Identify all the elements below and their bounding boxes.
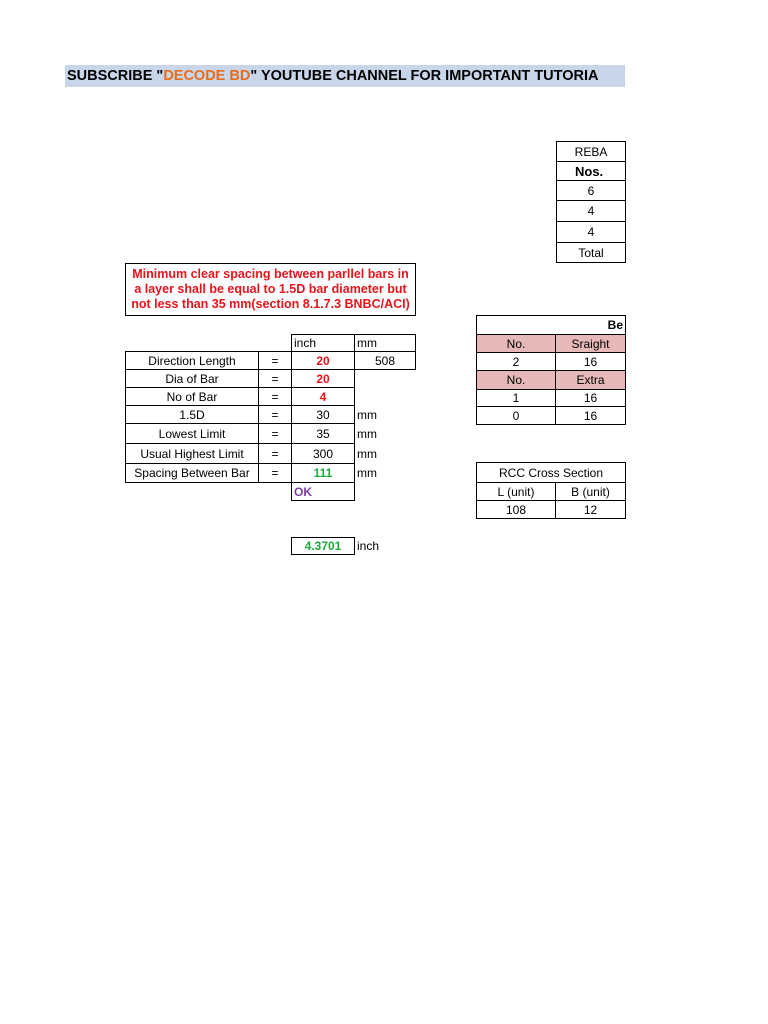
row-label: Spacing Between Bar (125, 463, 259, 483)
beam-header-extra: Extra (555, 370, 626, 390)
beam-header-no: No. (476, 370, 556, 390)
beam-cell: 16 (555, 406, 626, 425)
no-of-bar-value: 4 (291, 387, 355, 406)
beam-header-no: No. (476, 334, 556, 353)
direction-length-mm: 508 (354, 351, 416, 370)
row-equals: = (258, 423, 292, 444)
rebar-table-row: 4 (556, 221, 626, 243)
beam-header-straight: Sraight (555, 334, 626, 353)
beam-cell: 1 (476, 389, 556, 407)
rebar-table-total: Total (556, 242, 626, 263)
unit-label: mm (357, 407, 377, 422)
rcc-table-title: RCC Cross Section (476, 462, 626, 483)
row-label: Lowest Limit (125, 423, 259, 444)
spacing-result-unit: inch (357, 539, 380, 553)
beam-cell: 2 (476, 352, 556, 371)
subscribe-banner (65, 65, 625, 87)
dia-of-bar-value: 20 (291, 369, 355, 388)
row-label: Usual Highest Limit (125, 443, 259, 464)
banner-prefix: SUBSCRIBE " (67, 68, 164, 84)
rcc-header-breadth: B (unit) (555, 482, 626, 501)
beam-table-title: Be (476, 315, 626, 335)
rebar-table-row: 6 (556, 180, 626, 201)
unit-label: mm (357, 466, 377, 480)
spacing-result-value: 4.3701 (291, 537, 355, 555)
rebar-table-row: 4 (556, 200, 626, 222)
spacing-rule-note: Minimum clear spacing between parllel bars in a layer shall be equal to 1.5D bar diameter but not less than 35 mm(section 8.1.7.3 BNBC/ACI) (125, 263, 416, 316)
unit-header-mm: mm (354, 334, 416, 352)
lowest-limit-value: 35 (291, 423, 355, 444)
rebar-table-title: REBA (556, 141, 626, 162)
row-label: Direction Length (125, 351, 259, 370)
row-equals: = (258, 443, 292, 464)
rcc-header-length: L (unit) (476, 482, 556, 501)
row-equals: = (258, 369, 292, 388)
row-equals: = (258, 351, 292, 370)
row-equals: = (258, 405, 292, 424)
status-badge: OK (291, 482, 355, 501)
row-equals: = (258, 387, 292, 406)
unit-label: mm (357, 426, 377, 441)
beam-cell: 16 (555, 389, 626, 407)
spacing-between-bar-value: 111 (291, 463, 355, 483)
direction-length-value: 20 (291, 351, 355, 370)
banner-suffix: " YOUTUBE CHANNEL FOR IMPORTANT TUTORIA (250, 68, 599, 84)
usual-highest-limit-value: 300 (291, 443, 355, 464)
rcc-length-value: 108 (476, 500, 556, 519)
rcc-breadth-value: 12 (555, 500, 626, 519)
rebar-table-header: Nos. (556, 161, 626, 181)
row-label: 1.5D (125, 405, 259, 424)
banner-channel-name: DECODE BD (163, 68, 251, 84)
row-label: No of Bar (125, 387, 259, 406)
row-label: Dia of Bar (125, 369, 259, 388)
beam-cell: 16 (555, 352, 626, 371)
row-equals: = (258, 463, 292, 483)
one-point-five-d-value: 30 (291, 405, 355, 424)
unit-label: mm (357, 446, 377, 461)
unit-header-inch: inch (291, 334, 355, 352)
beam-cell: 0 (476, 406, 556, 425)
